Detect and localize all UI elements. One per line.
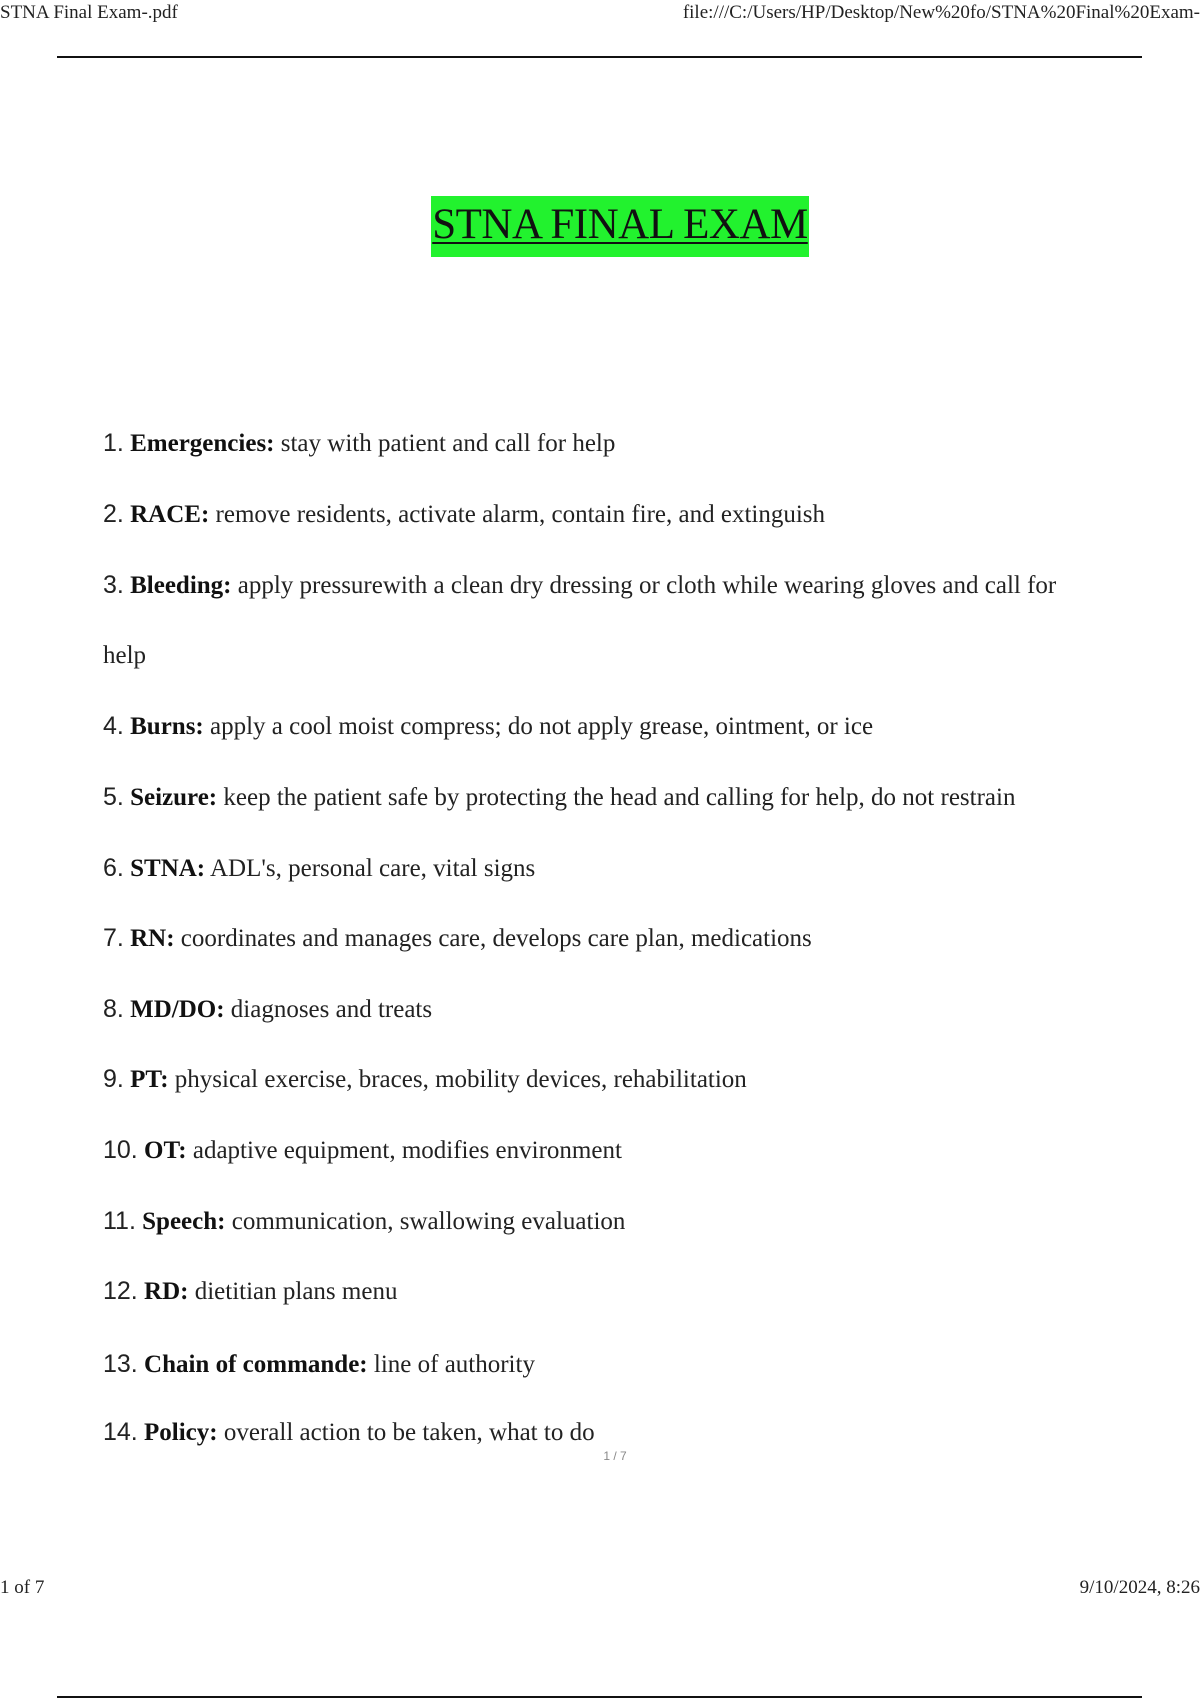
item-description: apply pressurewith a clean dry dressing or cloth while wearing gloves and call for: [237, 572, 1057, 599]
footer-divider: [57, 1696, 1142, 1698]
item-term: Chain of commande:: [144, 1351, 368, 1378]
item-number: 14.: [103, 1418, 138, 1446]
item-term: RN:: [130, 925, 175, 952]
item-number: 10.: [103, 1136, 138, 1164]
item-description: apply a cool moist compress; do not apply grease, ointment, or ice: [210, 713, 874, 740]
item-term: Speech:: [142, 1208, 226, 1235]
item-number: 7.: [103, 924, 124, 952]
item-description: stay with patient and call for help: [280, 430, 616, 457]
list-item-policy: [103, 1417, 595, 1448]
item-description: line of authority: [373, 1351, 535, 1378]
print-header-title: STNA Final Exam-.pdf: [0, 2, 178, 23]
item-term: Policy:: [144, 1419, 218, 1446]
item-term: PT:: [130, 1066, 169, 1093]
item-term: OT:: [144, 1137, 187, 1164]
item-term: Emergencies:: [130, 430, 275, 457]
item-number: 5.: [103, 783, 124, 811]
item-number: 9.: [103, 1065, 124, 1093]
print-footer-datetime: 9/10/2024, 8:26: [1079, 1577, 1200, 1598]
list-item-rd: [103, 1276, 397, 1307]
item-description: diagnoses and treats: [230, 996, 433, 1023]
item-description: coordinates and manages care, develops care plan, medications: [180, 925, 812, 952]
list-item-chain-of-command: [103, 1349, 535, 1380]
item-number: 1.: [103, 429, 124, 457]
list-item-bleeding: [103, 570, 1056, 601]
item-number: 2.: [103, 500, 124, 528]
list-item-pt: [103, 1064, 747, 1095]
item-description: physical exercise, braces, mobility devices, rehabilitation: [174, 1066, 747, 1093]
item-number: 3.: [103, 571, 124, 599]
item-description-continued: help: [103, 642, 147, 669]
list-item-stna: [103, 853, 535, 884]
print-header-file-path: file:///C:/Users/HP/Desktop/New%20fo/STNA%20Final%20Exam-: [682, 2, 1200, 23]
item-term: STNA:: [130, 855, 206, 882]
item-number: 6.: [103, 854, 124, 882]
item-description: dietitian plans menu: [194, 1278, 398, 1305]
print-footer-page-count: 1 of 7: [0, 1577, 45, 1598]
list-item-md-do: [103, 994, 432, 1025]
item-description: remove residents, activate alarm, contain fire, and extinguish: [215, 501, 826, 528]
item-term: Burns:: [130, 713, 204, 740]
item-term: RD:: [144, 1278, 189, 1305]
item-number: 12.: [103, 1277, 138, 1305]
item-number: 8.: [103, 995, 124, 1023]
inner-page-number: 1 / 7: [603, 1449, 627, 1463]
item-term: Bleeding:: [130, 572, 232, 599]
item-number: 13.: [103, 1350, 138, 1378]
header-divider: [57, 56, 1142, 58]
list-item-ot: [103, 1135, 622, 1166]
list-item-speech: [103, 1206, 625, 1237]
document-title: STNA FINAL EXAM: [431, 196, 809, 257]
item-number: 11.: [103, 1207, 136, 1235]
item-description: overall action to be taken, what to do: [223, 1419, 595, 1446]
item-description: keep the patient safe by protecting the head and calling for help, do not restrain: [223, 784, 1016, 811]
list-item-burns: [103, 711, 873, 742]
list-item-seizure: [103, 782, 1015, 813]
item-term: MD/DO:: [130, 996, 225, 1023]
item-description: communication, swallowing evaluation: [231, 1208, 626, 1235]
list-item-race: [103, 499, 825, 530]
item-term: Seizure:: [130, 784, 218, 811]
item-description: ADL's, personal care, vital signs: [210, 855, 536, 882]
list-item-rn: [103, 923, 812, 954]
list-item-bleeding-continued: [103, 641, 146, 671]
list-item-emergencies: [103, 428, 615, 459]
item-term: RACE:: [130, 501, 210, 528]
item-number: 4.: [103, 712, 124, 740]
item-description: adaptive equipment, modifies environment: [192, 1137, 622, 1164]
title-container: [0, 196, 1200, 257]
